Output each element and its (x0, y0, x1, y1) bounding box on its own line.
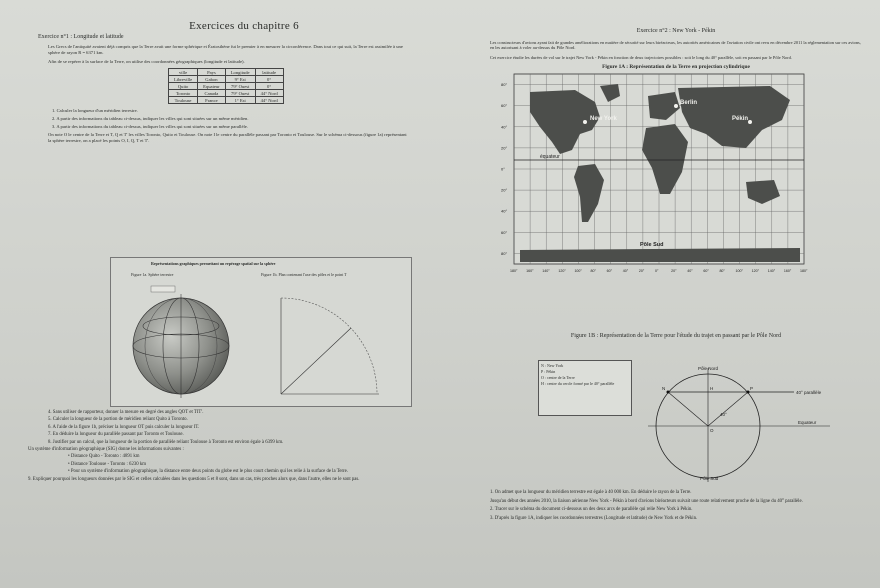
page-title: Exercices du chapitre 6 (189, 20, 299, 32)
figure-1a-caption: Figure 1a. Sphère terrestre (131, 272, 174, 277)
lon-tick-label: 160° (783, 269, 792, 274)
table-row (169, 97, 284, 104)
pole-circle-diagram (538, 360, 838, 482)
right-column (490, 28, 862, 580)
legend-item: N : New York (541, 363, 564, 368)
lon-tick-label: 140° (767, 269, 776, 274)
lon-tick-label: 160° (526, 269, 534, 274)
left-column (28, 20, 460, 580)
question-item: 6. A l'aide de la figure 1b, préciser la longueur OT puis calculer la longueur IT. (48, 424, 200, 430)
table-cell: 44° Nord (255, 97, 283, 104)
question-item: 8. Justifier par un calcul, que la longueur de la portion de parallèle reliant Toulouse à Toronto est environ égale à 6399 km. (48, 439, 284, 445)
table-header-row (169, 69, 284, 76)
antarctica-shape (520, 248, 800, 262)
table-cell: 0° (255, 76, 283, 83)
table-cell: Canada (198, 90, 226, 97)
lon-tick-label: 80° (719, 269, 725, 274)
points-note: On note O le centre de la Terre et T, Q et T' les villes Toronto, Quito et Toulouse. On note I le centre du parallèle passant par Toronto et Toulouse. Sur le schéma ci-dessous (figure 1a) représentant la sphère terrestre, on a placé les points O, I, Q, T et T'. (48, 132, 407, 143)
new-york-marker (583, 120, 587, 124)
sig-item: • Pour un système d'information géographique, la distance entre deux points du globe est le plus court chemin qui les relie à la surface de la Terre. (68, 469, 348, 475)
lon-tick-label: 40° (622, 269, 629, 274)
point-n-label: N (662, 386, 666, 391)
question-item: 4. Sans utiliser de rapporteur, donner la mesure en degré des angles QOT et TIT'. (48, 410, 204, 415)
lon-tick-label: 140° (542, 269, 550, 274)
lat-tick-label: 80° (501, 251, 508, 257)
question-item: 3. D'après la figure 1A, indiquer les coordonnées terrestres (Longitude et latitude) de New York et de Pékin. (490, 515, 698, 521)
exercise1-intro2: Afin de se repérer à la surface de la Terre, on utilise des coordonnées géographiques (longitude et latitude). (48, 59, 245, 64)
lat-tick-label: 20° (501, 145, 508, 151)
question-text: Jusqu'au début des années 2010, la liaison aérienne New York - Pékin à bord d'avions biréacteurs suivait une route relativement proche de la ligne du 40° parallèle. (490, 498, 803, 504)
south-pole-label: Pôle Sud (640, 242, 664, 249)
exercise1-title: Exercice n°1 : Longitude et latitude (38, 34, 124, 40)
table-cell: 0° (255, 83, 283, 90)
sig-intro: Un système d'information géographique (SIG) donne les informations suivantes : (28, 447, 184, 453)
table-cell: Equateur (198, 83, 226, 90)
figure-title: Représentations graphiques permettant un repérage spatial sur la sphère (151, 261, 276, 266)
exercise2-questions (490, 490, 862, 524)
questions-list-a (28, 108, 460, 130)
legend-item: H : centre du cercle formé par le 40° parallèle (541, 381, 615, 386)
lon-tick-label: 20° (671, 269, 677, 274)
lon-tick-label: 40° (687, 269, 693, 274)
question-item: 2. Tracer sur le schéma du document ci-dessous un des deux arcs de parallèle qui relie New York à Pékin. (490, 507, 693, 513)
table-cell: 9° Est (225, 76, 255, 83)
table-cell: 44° Nord (255, 90, 283, 97)
berlin-marker (674, 104, 678, 108)
north-pole-label: Pôle Nord (698, 366, 719, 371)
table-cell: Gabon (198, 76, 226, 83)
question-item: 1. Calculer la longueur d'un méridien terrestre. (52, 108, 138, 113)
lat-tick-label: 80° (501, 82, 508, 88)
table-header: Pays (198, 69, 226, 76)
world-map (500, 72, 810, 277)
pekin-marker (748, 120, 752, 124)
exercise2-intro: Les constructeurs d'avions ayant fait de grandes améliorations en matière de sécurité sur leurs biréacteurs, les autorités américaines de l'aviation civile ont revu en décembre 2011 la réglementation sur ces avions, en les autorisant à voler au-dessus du Pôle Nord. (490, 40, 861, 51)
angle-label: 40° (720, 412, 727, 417)
new-york-label: New York (590, 116, 617, 123)
question-item: 2. A partir des informations du tableau ci-dessus, indiquer les villes qui sont situées sur un même méridien. (52, 116, 249, 121)
exercise2-intro2: Cet exercice étudie les durées de vol sur le trajet New York - Pékin en fonction de deux trajectoires possibles : soit le long du 40° parallèle, soit en passant par le Pôle Nord. (490, 54, 792, 60)
figure-box (110, 257, 412, 407)
lon-tick-label: 100° (574, 269, 582, 274)
table-cell: Quito (169, 83, 198, 90)
table-cell: 79° Ouest (225, 83, 255, 90)
point-o-label: O (710, 428, 714, 433)
table-row (169, 90, 284, 97)
lon-tick-label: 120° (558, 269, 566, 274)
equator-label: Equateur (798, 420, 817, 425)
lon-tick-label: 80° (590, 269, 596, 274)
lat-tick-label: 60° (501, 230, 508, 236)
table-row (169, 76, 284, 83)
lon-tick-label: 120° (751, 269, 760, 274)
lon-tick-label: 100° (735, 269, 743, 274)
figure-1b-caption: Figure 1b. Plan contenant l'axe des pôles et le point T (261, 272, 347, 277)
table-cell: 1° Est (225, 97, 255, 104)
question-item: 5. Calculer la longueur de la portion de méridien reliant Quito à Toronto. (48, 417, 188, 423)
table-row (169, 83, 284, 90)
south-pole-label: Pôle Sud (700, 476, 719, 481)
lon-tick-label: 180° (800, 269, 808, 274)
table-cell: Libreville (169, 76, 198, 83)
questions-block-b (28, 410, 460, 484)
figure-1b-caption-right: Figure 1B : Représentation de la Terre pour l'étude du trajet en passant par le Pôle Nord (570, 333, 782, 339)
exercise2-title: Exercice n°2 : New York - Pékin (636, 28, 716, 34)
lat-tick-label: 60° (501, 103, 508, 109)
lon-tick-label: 60° (703, 269, 709, 274)
question-item: 3. A partir des informations du tableau ci-dessus, indiquer les villes qui sont situées sur un même parallèle. (52, 124, 248, 129)
lat-tick-label: 0° (501, 166, 505, 172)
pekin-label: Pékin (732, 116, 749, 123)
world-map-figure (500, 72, 810, 277)
table-cell: France (198, 97, 226, 104)
lon-tick-label: 180° (510, 269, 518, 274)
pole-diagram (538, 360, 838, 482)
equator-label: équateur (540, 154, 560, 161)
table-cell: 79° Ouest (225, 90, 255, 97)
parallel-label: 40° parallèle (796, 390, 822, 395)
exercise1-intro: Les Grecs de l'antiquité avaient déjà compris que la Terre avait une forme sphérique et Ératosthène fut le premier à en mesurer la circonférence. Dans tout ce qui suit, la Terre est assimilée à une sphère de rayon R = 6371 km. (48, 44, 403, 55)
legend-item: O : centre de la Terre (541, 375, 575, 380)
map-caption: Figure 1A : Représentation de la Terre en projection cylindrique (602, 64, 750, 71)
table-header: latitude (255, 69, 283, 76)
lon-tick-label: 0° (655, 269, 659, 274)
table-cell: Toronto (169, 90, 198, 97)
cities-table (168, 68, 284, 104)
question-item: 1. On admet que la longueur du méridien terrestre est égale à 40 000 km. En déduire le rayon de la Terre. (490, 490, 692, 495)
lon-tick-label: 20° (638, 269, 645, 274)
question-item: 9. Expliquer pourquoi les longueurs données par le SIG et celles calculées dans les questions 5 et 8 sont, dans un cas, très proches alors que, dans l'autre, elles ne le sont pas. (28, 476, 360, 482)
sig-item: • Distance Toulouse - Toronto : 6230 km (68, 461, 146, 467)
table-cell: Toulouse (169, 97, 198, 104)
point-h-label: H (710, 386, 714, 391)
table-header: ville (169, 69, 198, 76)
lat-tick-label: 40° (501, 124, 508, 130)
lon-tick-label: 60° (606, 269, 613, 274)
point-p-label: P (750, 386, 754, 391)
lat-tick-label: 40° (501, 208, 508, 214)
sphere-diagram (111, 258, 411, 406)
berlin-label: Berlin (680, 100, 698, 107)
table-header: Longitude (225, 69, 255, 76)
lat-tick-label: 20° (501, 187, 508, 193)
sig-item: • Distance Quito - Toronto : 4891 km (68, 454, 140, 460)
legend-item: P : Pékin (541, 369, 556, 374)
question-item: 7. En déduire la longueur du parallèle passant par Toronto et Toulouse. (48, 432, 184, 438)
